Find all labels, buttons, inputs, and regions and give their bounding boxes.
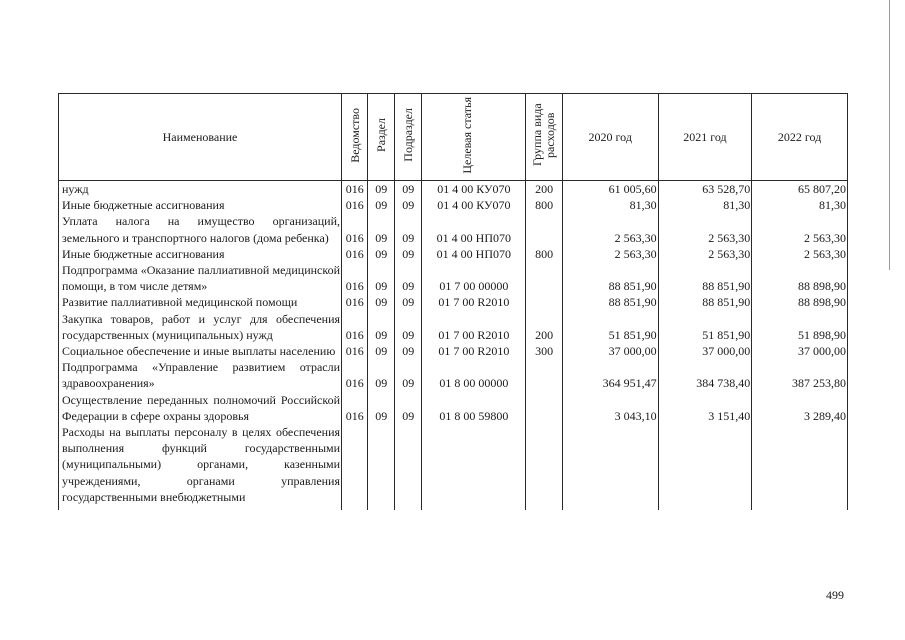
row-amount-2021: 3 151,40 xyxy=(658,392,752,424)
row-amount-2020: 2 563,30 xyxy=(562,213,658,245)
table-row xyxy=(59,213,848,245)
row-podrazdel: 09 xyxy=(394,197,421,213)
col-header-celevaya-statya: Целевая статья xyxy=(422,94,526,181)
row-amount-2021: 88 851,90 xyxy=(658,262,752,294)
row-vedomstvo: 016 xyxy=(342,181,368,198)
table-row xyxy=(59,262,848,294)
row-podrazdel: 09 xyxy=(394,343,421,359)
col-header-2021: 2021 год xyxy=(658,94,752,181)
row-celevaya-statya: 01 8 00 00000 xyxy=(422,359,526,391)
col-header-name: Наименование xyxy=(59,94,342,181)
row-vedomstvo: 016 xyxy=(342,392,368,424)
col-header-2020: 2020 год xyxy=(562,94,658,181)
row-vedomstvo: 016 xyxy=(342,197,368,213)
row-name: Подпрограмма «Управление развитием отрасли здравоохранения» xyxy=(59,359,342,391)
table-row xyxy=(59,392,848,424)
row-razdel: 09 xyxy=(368,343,394,359)
row-name: Расходы на выплаты персоналу в целях обеспечения выполнения функций государственными (муниципальными) органами, казенными учреждениями, органами управления государственными внебюджетными xyxy=(59,424,342,510)
row-podrazdel: 09 xyxy=(394,311,421,343)
scan-edge-line xyxy=(889,0,890,270)
row-gruppa-vida xyxy=(526,213,563,245)
table-row xyxy=(59,359,848,391)
row-amount-2020 xyxy=(562,424,658,510)
row-amount-2020: 37 000,00 xyxy=(562,343,658,359)
row-amount-2022: 3 289,40 xyxy=(752,392,848,424)
row-celevaya-statya: 01 7 00 00000 xyxy=(422,262,526,294)
row-razdel: 09 xyxy=(368,181,394,198)
row-podrazdel: 09 xyxy=(394,262,421,294)
row-amount-2022: 2 563,30 xyxy=(752,246,848,262)
row-vedomstvo: 016 xyxy=(342,246,368,262)
budget-table xyxy=(58,93,848,510)
row-celevaya-statya: 01 7 00 R2010 xyxy=(422,311,526,343)
row-razdel xyxy=(368,424,394,510)
row-amount-2021: 51 851,90 xyxy=(658,311,752,343)
table-header xyxy=(59,94,848,181)
table-row xyxy=(59,343,848,359)
row-name: Закупка товаров, работ и услуг для обеспечения государственных (муниципальных) нужд xyxy=(59,311,342,343)
row-razdel: 09 xyxy=(368,262,394,294)
row-name: Развитие паллиативной медицинской помощи xyxy=(59,294,342,310)
row-amount-2021: 384 738,40 xyxy=(658,359,752,391)
row-podrazdel: 09 xyxy=(394,246,421,262)
row-gruppa-vida: 200 xyxy=(526,181,563,198)
row-amount-2020: 81,30 xyxy=(562,197,658,213)
row-amount-2022: 65 807,20 xyxy=(752,181,848,198)
row-amount-2020: 88 851,90 xyxy=(562,262,658,294)
row-podrazdel: 09 xyxy=(394,392,421,424)
row-name: Осуществление переданных полномочий Российской Федерации в сфере охраны здоровья xyxy=(59,392,342,424)
row-amount-2022: 88 898,90 xyxy=(752,262,848,294)
row-amount-2021: 81,30 xyxy=(658,197,752,213)
table-row xyxy=(59,424,848,510)
col-header-razdel: Раздел xyxy=(368,94,394,181)
row-amount-2022 xyxy=(752,424,848,510)
row-vedomstvo: 016 xyxy=(342,262,368,294)
table-row xyxy=(59,197,848,213)
row-amount-2022: 37 000,00 xyxy=(752,343,848,359)
table-body xyxy=(59,181,848,511)
row-vedomstvo: 016 xyxy=(342,359,368,391)
row-amount-2022: 51 898,90 xyxy=(752,311,848,343)
row-razdel: 09 xyxy=(368,294,394,310)
row-amount-2021: 88 851,90 xyxy=(658,294,752,310)
row-name: Иные бюджетные ассигнования xyxy=(59,246,342,262)
row-razdel: 09 xyxy=(368,197,394,213)
row-gruppa-vida xyxy=(526,359,563,391)
row-podrazdel: 09 xyxy=(394,181,421,198)
table-row xyxy=(59,294,848,310)
row-amount-2021: 2 563,30 xyxy=(658,213,752,245)
row-amount-2022: 88 898,90 xyxy=(752,294,848,310)
row-vedomstvo: 016 xyxy=(342,343,368,359)
row-gruppa-vida xyxy=(526,424,563,510)
row-gruppa-vida: 200 xyxy=(526,311,563,343)
row-celevaya-statya: 01 8 00 59800 xyxy=(422,392,526,424)
col-header-podrazdel: Подраздел xyxy=(394,94,421,181)
row-amount-2021 xyxy=(658,424,752,510)
row-celevaya-statya: 01 7 00 R2010 xyxy=(422,343,526,359)
col-header-2022: 2022 год xyxy=(752,94,848,181)
row-celevaya-statya xyxy=(422,424,526,510)
row-vedomstvo: 016 xyxy=(342,294,368,310)
row-gruppa-vida: 800 xyxy=(526,197,563,213)
row-gruppa-vida xyxy=(526,294,563,310)
row-name: Подпрограмма «Оказание паллиативной медицинской помощи, в том числе детям» xyxy=(59,262,342,294)
row-amount-2022: 81,30 xyxy=(752,197,848,213)
row-celevaya-statya: 01 4 00 НП070 xyxy=(422,213,526,245)
row-gruppa-vida: 800 xyxy=(526,246,563,262)
row-amount-2020: 3 043,10 xyxy=(562,392,658,424)
col-header-gruppa-vida-rashodov: Группа вида расходов xyxy=(526,94,563,181)
row-podrazdel: 09 xyxy=(394,294,421,310)
row-razdel: 09 xyxy=(368,213,394,245)
row-gruppa-vida xyxy=(526,392,563,424)
row-name: Уплата налога на имущество организаций, земельного и транспортного налогов (дома ребенка) xyxy=(59,213,342,245)
row-podrazdel: 09 xyxy=(394,213,421,245)
row-vedomstvo: 016 xyxy=(342,213,368,245)
row-name: Иные бюджетные ассигнования xyxy=(59,197,342,213)
row-razdel: 09 xyxy=(368,392,394,424)
table-row xyxy=(59,246,848,262)
row-razdel: 09 xyxy=(368,311,394,343)
row-amount-2020: 88 851,90 xyxy=(562,294,658,310)
row-celevaya-statya: 01 4 00 КУ070 xyxy=(422,181,526,198)
table-row xyxy=(59,311,848,343)
row-name: нужд xyxy=(59,181,342,198)
row-gruppa-vida: 300 xyxy=(526,343,563,359)
row-podrazdel xyxy=(394,424,421,510)
row-amount-2020: 2 563,30 xyxy=(562,246,658,262)
table-row xyxy=(59,181,848,198)
col-header-vedomstvo: Ведомство xyxy=(342,94,368,181)
row-razdel: 09 xyxy=(368,246,394,262)
row-amount-2020: 61 005,60 xyxy=(562,181,658,198)
row-amount-2022: 2 563,30 xyxy=(752,213,848,245)
row-vedomstvo: 016 xyxy=(342,311,368,343)
row-name: Социальное обеспечение и иные выплаты населению xyxy=(59,343,342,359)
row-razdel: 09 xyxy=(368,359,394,391)
row-celevaya-statya: 01 4 00 КУ070 xyxy=(422,197,526,213)
row-amount-2021: 63 528,70 xyxy=(658,181,752,198)
row-vedomstvo xyxy=(342,424,368,510)
row-amount-2021: 2 563,30 xyxy=(658,246,752,262)
row-amount-2020: 51 851,90 xyxy=(562,311,658,343)
page-number: 499 xyxy=(826,588,844,602)
row-gruppa-vida xyxy=(526,262,563,294)
row-amount-2020: 364 951,47 xyxy=(562,359,658,391)
row-celevaya-statya: 01 7 00 R2010 xyxy=(422,294,526,310)
row-amount-2022: 387 253,80 xyxy=(752,359,848,391)
row-amount-2021: 37 000,00 xyxy=(658,343,752,359)
row-podrazdel: 09 xyxy=(394,359,421,391)
row-celevaya-statya: 01 4 00 НП070 xyxy=(422,246,526,262)
